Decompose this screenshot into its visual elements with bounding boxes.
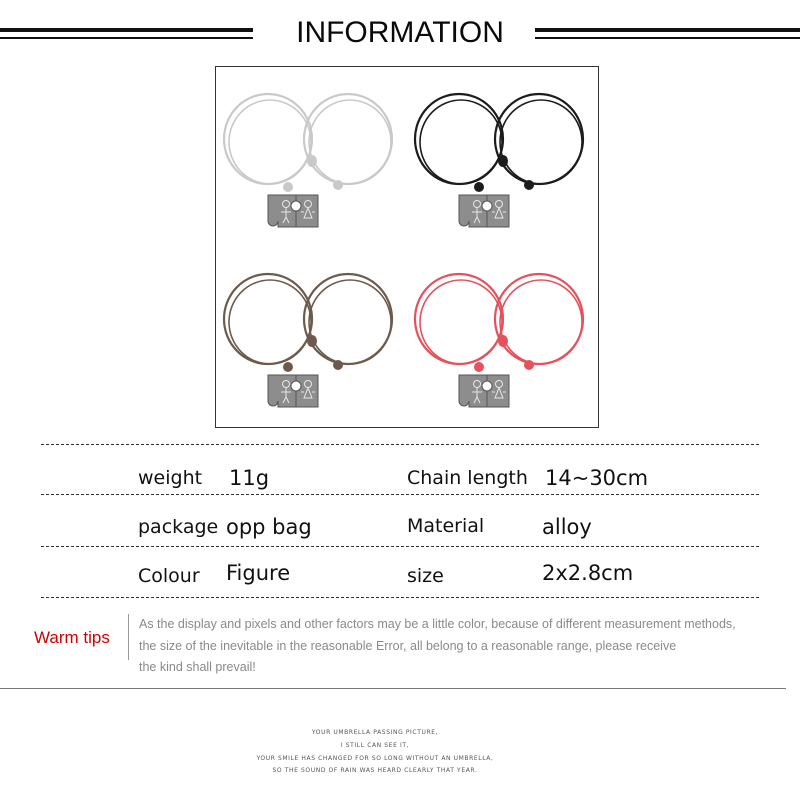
cord-knot [498, 335, 508, 347]
footer-poem-line: I STILL CAN SEE IT, [340, 742, 410, 749]
page-title: INFORMATION [296, 16, 504, 49]
puzzle-charm-left [268, 195, 296, 227]
spec-divider [41, 494, 759, 495]
material-label: Material [407, 515, 485, 537]
bracelet-pair-red [415, 274, 583, 407]
cord-knot [474, 362, 484, 372]
size-label: size [407, 565, 444, 587]
cord-loop [500, 100, 582, 184]
spec-divider [41, 546, 759, 547]
cord-loop [304, 94, 392, 184]
cord-knot [498, 155, 508, 167]
warm-tips-line: the size of the inevitable in the reasonable Error, all belong to a reasonable range, please receive [139, 639, 677, 653]
cord-loop [415, 94, 503, 184]
cord-loop [224, 274, 312, 364]
puzzle-charm-left [268, 375, 296, 407]
warm-tips-divider [128, 614, 129, 660]
puzzle-charm-left [459, 195, 487, 227]
cord-loop [229, 100, 311, 184]
size-value: 2x2.8cm [542, 561, 634, 585]
cord-knot [474, 182, 484, 192]
weight-label: weight [138, 467, 203, 489]
footer-poem-line: YOUR UMBRELLA PASSING PICTURE, [311, 729, 439, 736]
spec-divider [41, 597, 759, 598]
cord-knot [307, 335, 317, 347]
spec-divider [41, 444, 759, 445]
cord-loop [495, 94, 583, 184]
cord-loop [500, 280, 582, 364]
warm-tips-line: As the display and pixels and other factors may be a little color, because of different measurement methods, [139, 617, 736, 631]
puzzle-charm-left [459, 375, 487, 407]
bracelet-photo [216, 67, 598, 427]
cord-loop [304, 274, 392, 364]
cord-loop [229, 280, 311, 364]
header-rule-right-bottom [535, 37, 800, 39]
cord-loop [309, 280, 391, 364]
product-image [215, 66, 599, 428]
bracelet-pair-black [415, 94, 583, 227]
footer-poem-line: YOUR SMILE HAS CHANGED FOR SO LONG WITHOUT AN UMBRELLA, [256, 755, 494, 762]
cord-loop [420, 280, 502, 364]
header-rule-right-top [535, 28, 800, 32]
cord-knot [524, 180, 534, 190]
cord-knot [307, 155, 317, 167]
warm-tips-line: the kind shall prevail! [139, 660, 256, 674]
cord-knot [283, 182, 293, 192]
footer-rule [0, 688, 786, 689]
bracelet-pair-white [224, 94, 392, 227]
chain-length-label: Chain length [407, 467, 528, 489]
colour-label: Colour [138, 565, 200, 587]
chain-length-value: 14~30cm [545, 466, 649, 490]
cord-knot [333, 180, 343, 190]
cord-knot [283, 362, 293, 372]
cord-loop [415, 274, 503, 364]
cord-loop [309, 100, 391, 184]
package-label: package [138, 516, 219, 538]
material-value: alloy [542, 515, 592, 539]
weight-value: 11g [229, 466, 270, 490]
cord-loop [495, 274, 583, 364]
cord-knot [333, 360, 343, 370]
warm-tips-label: Warm tips [34, 628, 110, 647]
cord-loop [224, 94, 312, 184]
colour-value: Figure [226, 561, 291, 585]
bracelet-pair-brown [224, 274, 392, 407]
footer-poem-line: SO THE SOUND OF RAIN WAS HEARD CLEARLY THAT YEAR. [272, 767, 478, 774]
cord-knot [524, 360, 534, 370]
package-value: opp bag [226, 515, 312, 539]
cord-loop [420, 100, 502, 184]
